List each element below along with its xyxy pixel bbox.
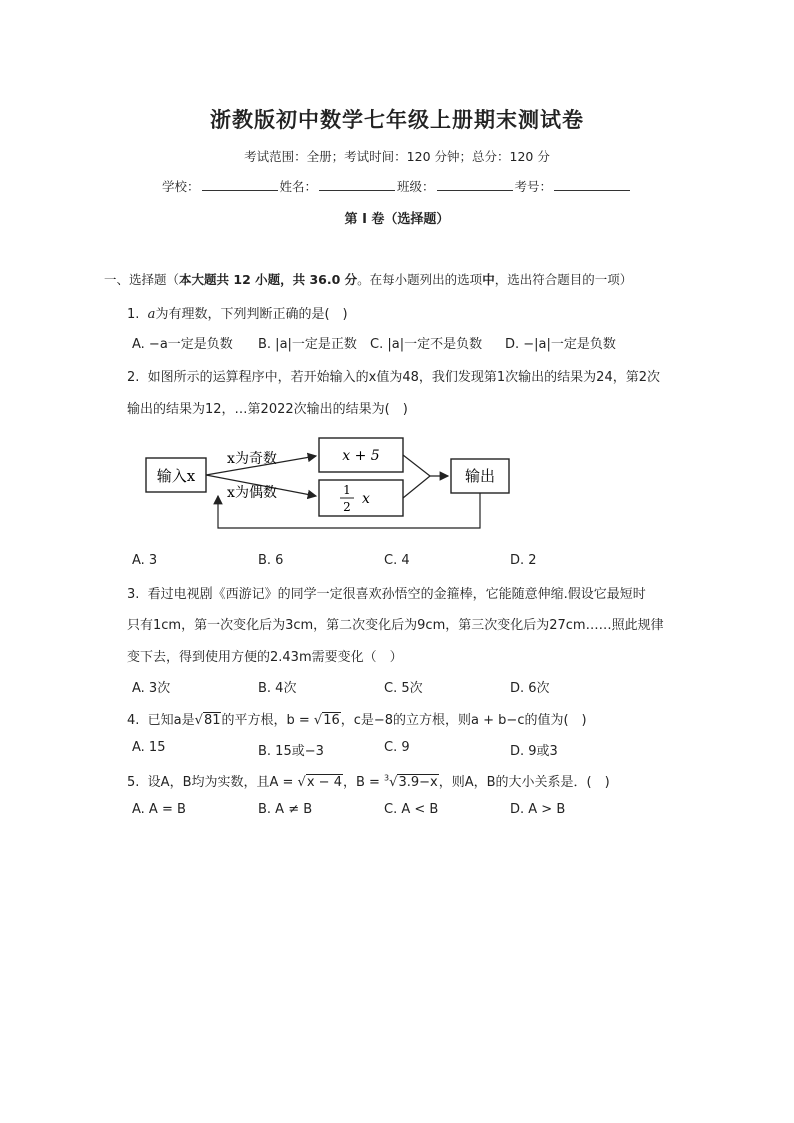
math-var: a (147, 307, 156, 322)
id-field[interactable] (554, 177, 630, 191)
question-5-option-d[interactable]: D. A > B (510, 802, 566, 817)
question-text: 的平方根，b = (221, 713, 314, 728)
section-desc-bold2: 中 (482, 272, 495, 287)
question-number: 2. (127, 370, 140, 385)
question-text: 如图所示的运算程序中，若开始输入的x值为48，我们发现第1次输出的结果为24，第2次 (147, 370, 660, 385)
question-5-stem: 5. 设A，B均为实数，且A = √x − 4，B = $^3$√3.9−x，则A，B的大小关系是．( ) (127, 773, 610, 790)
class-label: 班级： (397, 179, 435, 194)
question-3-option-a[interactable]: A. 3次 (132, 681, 171, 696)
question-4-stem: 4. 已知a是√81的平方根，b = √16，c是−8的立方根，则a + b−c的值为( ) (127, 713, 587, 728)
section-desc-bold: 本大题共 12 小题，共 36.0 分 (179, 272, 358, 287)
sqrt-radicand: 3.9−x (398, 775, 438, 790)
question-5-option-b[interactable]: B. A ≠ B (258, 802, 313, 817)
even-op-box (319, 480, 403, 516)
question-number: 1. (127, 307, 140, 322)
question-2-line1 (127, 366, 660, 385)
class-field[interactable] (437, 177, 513, 191)
question-1-option-a[interactable]: A. −a一定是负数 (132, 337, 233, 352)
id-label: 考号： (514, 179, 553, 194)
question-number: 5. (127, 775, 140, 790)
odd-op: x + 5 (342, 448, 380, 464)
question-3-option-d[interactable]: D. 6次 (510, 681, 550, 696)
even-op-den: 2 (343, 500, 351, 514)
school-field[interactable] (202, 177, 278, 191)
question-2-option-d[interactable]: D. 2 (510, 553, 537, 568)
question-text: 为有理数，下列判断正确的是( ) (155, 307, 348, 322)
name-field[interactable] (319, 177, 395, 191)
question-1-option-c[interactable]: C. |a|一定不是负数 (370, 337, 483, 352)
section-heading (104, 270, 632, 288)
question-number: 4. (127, 713, 140, 728)
exam-info: 考试范围：全册；考试时间：120 分钟；总分：120 分 (244, 149, 550, 164)
sqrt-radicand: 16 (323, 713, 340, 728)
even-op-var: x (362, 491, 370, 507)
question-3-option-c[interactable]: C. 5次 (384, 681, 423, 696)
exam-title: 浙教版初中数学七年级上册期末测试卷 (210, 108, 584, 132)
part-title: 第 I 卷（选择题） (344, 212, 450, 227)
question-3-line3: 变下去，得到使用方便的2.43m需要变化（ ） (127, 650, 403, 665)
question-2-option-b[interactable]: B. 6 (258, 553, 284, 568)
question-number: 3. (127, 587, 140, 602)
merge-line-bottom (403, 476, 430, 498)
question-3-line1 (127, 583, 646, 602)
question-4-option-c[interactable]: C. 9 (384, 740, 410, 755)
even-op-num: 1 (343, 483, 351, 497)
question-1-stem (127, 303, 348, 322)
question-3-line2: 只有1cm，第一次变化后为3cm，第二次变化后为9cm，第三次变化后为27cm……照此规律 (127, 618, 664, 633)
question-text: 已知a是 (147, 713, 195, 728)
question-1-option-b[interactable]: B. |a|一定是正数 (258, 337, 357, 352)
question-1-option-d[interactable]: D. −|a|一定是负数 (505, 337, 616, 352)
question-text: ，则A，B的大小关系是．( ) (438, 775, 610, 790)
question-2-option-a[interactable]: A. 3 (132, 553, 158, 568)
sqrt-radicand: 81 (203, 713, 221, 728)
flow-diagram (140, 430, 520, 544)
question-5-option-c[interactable]: C. A < B (384, 802, 439, 817)
question-text: 设A，B均为实数，且A = (147, 775, 298, 790)
question-text: 看过电视剧《西游记》的同学一定很喜欢孙悟空的金箍棒，它能随意伸缩.假设它最短时 (147, 587, 646, 602)
question-text: ，B = (342, 775, 385, 790)
section-prefix: 一、选择题（ (104, 272, 180, 287)
section-desc-mid: 。在每小题列出的选项 (357, 272, 483, 287)
merge-line-top (403, 455, 430, 476)
name-label: 姓名： (279, 179, 318, 194)
input-label: 输入x (156, 467, 196, 485)
question-5-option-a[interactable]: A. A = B (132, 802, 186, 817)
school-label: 学校： (162, 179, 200, 194)
root-index: 3 (384, 773, 390, 783)
question-4-option-b[interactable]: B. 15或−3 (258, 744, 324, 759)
even-label: x为偶数 (227, 485, 277, 501)
odd-label: x为奇数 (227, 451, 277, 467)
sqrt-radicand: x − 4 (306, 775, 342, 790)
question-4-option-d[interactable]: D. 9或3 (510, 744, 558, 759)
question-2-line2: 输出的结果为12，…第2022次输出的结果为( ) (127, 402, 408, 417)
flow-diagram-svg (140, 430, 520, 540)
question-2-option-c[interactable]: C. 4 (384, 553, 410, 568)
section-desc-end: ，选出符合题目的一项） (494, 272, 633, 287)
question-4-option-a[interactable]: A. 15 (132, 740, 166, 755)
question-text: ，c是−8的立方根，则a + b−c的值为( ) (340, 713, 587, 728)
output-label: 输出 (464, 467, 496, 485)
student-fields (162, 177, 632, 195)
question-3-option-b[interactable]: B. 4次 (258, 681, 297, 696)
